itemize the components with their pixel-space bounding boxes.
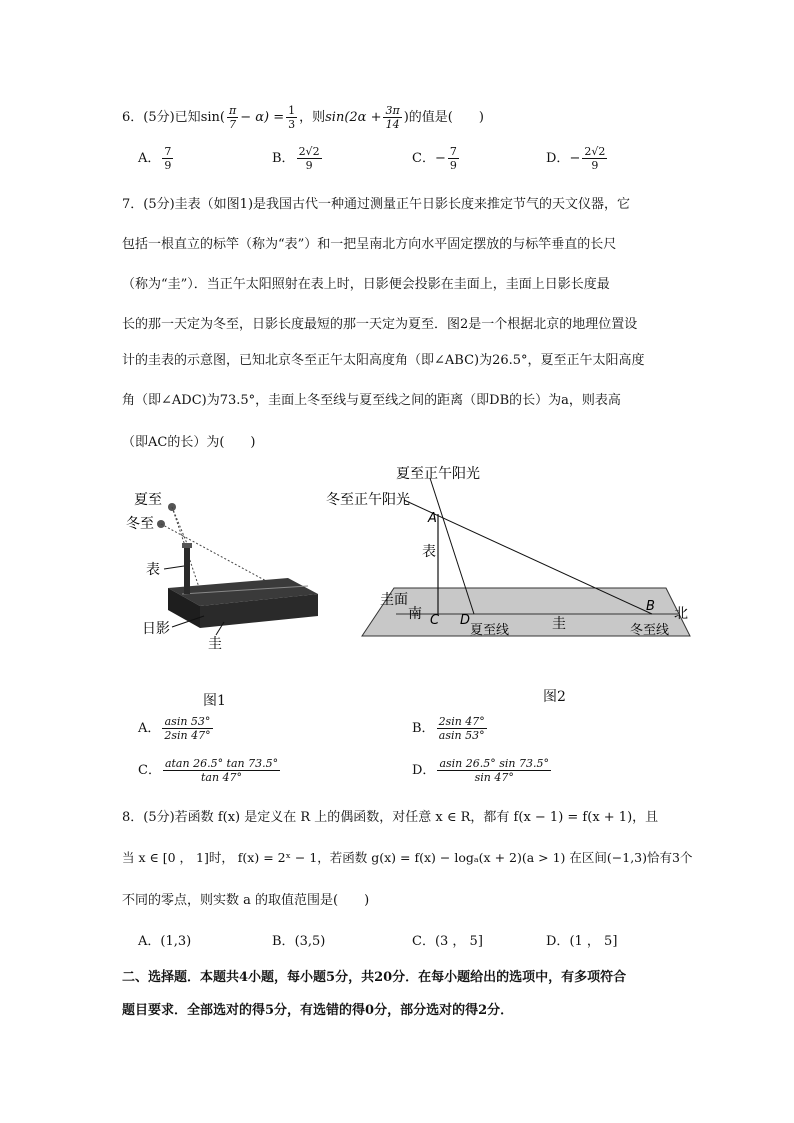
q6-number: 6．(5分)已知: [122, 110, 201, 125]
option-letter: B．: [272, 934, 295, 949]
option-sign: −: [569, 151, 581, 166]
q7-option-b[interactable]: [412, 715, 489, 742]
figure-1-caption: 图1: [203, 693, 226, 709]
q6-ask-fn: sin(2α +: [325, 110, 382, 125]
frac-num: 1: [288, 104, 296, 117]
frac-num: 2sin 47°: [438, 715, 485, 728]
option-frac: [437, 715, 487, 742]
label-gui: 圭: [208, 636, 222, 652]
label-dongzhixian: 冬至线: [630, 623, 670, 638]
frac-den: asin 53°: [438, 729, 485, 742]
q8-option-c[interactable]: [412, 930, 483, 949]
q8-option-a[interactable]: [138, 930, 191, 949]
q7-line-5: 计的圭表的示意图，已知北京冬至正午太阳高度角（即∠ABC)为26.5°，夏至正午太阳高度: [122, 353, 645, 368]
option-letter: C．: [138, 763, 161, 778]
q6-ask-frac: [383, 104, 401, 131]
q6-given-frac: [227, 104, 238, 131]
q6-ask-tail: )的值是( ): [403, 110, 484, 125]
q6-ask-pre: ，则: [299, 110, 326, 125]
frac-num: 2√2: [584, 145, 606, 158]
label-bei: 北: [674, 606, 688, 622]
frac-num: 7: [449, 145, 457, 158]
label-xiazhi-sun: 夏至正午阳光: [396, 466, 480, 482]
label-a: A: [428, 511, 437, 526]
q7-option-a[interactable]: [138, 715, 215, 742]
q7-line-4: 长的那一天定为冬至，日影长度最短的那一天定为夏至．图2是一个根据北京的地理位置设: [122, 317, 638, 332]
option-sign: −: [434, 151, 446, 166]
label-guimian: 圭面: [380, 592, 408, 608]
frac-den: 9: [164, 159, 172, 172]
option-frac: [437, 757, 551, 784]
option-letter: A．: [138, 721, 161, 736]
label-xiazhixian: 夏至线: [470, 623, 510, 638]
frac-num: 2√2: [298, 145, 320, 158]
frac-den: 9: [591, 159, 599, 172]
leader-biao: [164, 566, 184, 569]
frac-den: 2sin 47°: [164, 729, 211, 742]
option-letter: D．: [546, 934, 570, 949]
section-2-line-1: 二、选择题．本题共4小题，每小题5分，共20分．在每小题给出的选项中，有多项符合: [122, 970, 627, 985]
frac-num: 3π: [385, 104, 400, 117]
frac-num: atan 26.5° tan 73.5°: [164, 757, 279, 770]
q7-line-3: （称为“圭”）．当正午太阳照射在表上时，日影便会投影在圭面上，圭面上日影长度最: [122, 277, 610, 292]
option-frac: [582, 145, 607, 172]
q7-line-1: 7．(5分)圭表（如图1)是我国古代一种通过测量正午日影长度来推定节气的天文仪器，它: [122, 197, 631, 212]
q7-option-c[interactable]: [138, 757, 282, 784]
label-dongzhi-sun: 冬至正午阳光: [326, 492, 410, 508]
label-biao: 表: [146, 562, 160, 578]
option-frac: [162, 145, 173, 172]
summer-ray-2: [172, 507, 188, 546]
q8-option-d[interactable]: [546, 930, 617, 949]
q6-stem: [122, 104, 484, 131]
label-nan: 南: [408, 606, 422, 622]
q8-line-2: 当 x ∈ [0 ， 1]时， f(x) = 2ˣ − 1，若函数 g(x) = f(x) − logₐ(x + 2)(a > 1) 在区间(−1,3)恰有3个: [122, 850, 693, 865]
figure-1: [120, 470, 330, 660]
q6-given-tail: − α) =: [240, 110, 285, 125]
frac-den: 3: [288, 118, 296, 131]
q8-option-b[interactable]: [272, 930, 325, 949]
label-c: C: [430, 613, 440, 628]
option-letter: B．: [412, 721, 435, 736]
frac-den: 7: [229, 118, 237, 131]
option-frac: [297, 145, 322, 172]
q6-option-d[interactable]: [546, 145, 609, 172]
q8-line-1: 8．(5分)若函数 f(x) 是定义在 R 上的偶函数，对任意 x ∈ R，都有 f(x − 1) = f(x + 1)，且: [122, 810, 659, 825]
biao-cap: [182, 543, 192, 548]
label-gui: 圭: [552, 616, 566, 632]
frac-num: asin 26.5° sin 73.5°: [439, 757, 549, 770]
frac-num: asin 53°: [162, 715, 212, 729]
option-frac: [162, 715, 212, 742]
label-xiazhi: 夏至: [134, 492, 162, 508]
option-letter: B．: [272, 151, 295, 166]
figure-2-caption: 图2: [543, 689, 566, 705]
q7-line-6: 角（即∠ADC)为73.5°，圭面上冬至线与夏至线之间的距离（即DB的长）为a，则表高: [122, 393, 621, 408]
option-letter: D．: [546, 151, 570, 166]
q7-option-d[interactable]: [412, 757, 553, 784]
option-letter: A．: [138, 151, 161, 166]
option-text: (1,3): [160, 934, 192, 949]
option-text: (1 ， 5]: [569, 934, 618, 949]
option-letter: C．: [412, 151, 435, 166]
frac-num: π: [228, 104, 237, 117]
label-d: D: [460, 613, 471, 628]
frac-den: tan 47°: [201, 771, 243, 784]
label-b: B: [646, 599, 655, 614]
label-dongzhi: 冬至: [126, 516, 154, 532]
q6-given-fn: sin(: [200, 110, 225, 125]
biao-pole: [184, 546, 190, 594]
label-riying: 日影: [142, 621, 170, 637]
q7-line-2: 包括一根直立的标竿（称为“表”）和一把呈南北方向水平固定摆放的与标竿垂直的长尺: [122, 237, 617, 252]
frac-den: sin 47°: [474, 771, 514, 784]
option-frac: [448, 145, 459, 172]
option-letter: C．: [412, 934, 435, 949]
q6-option-c[interactable]: [412, 145, 461, 172]
option-letter: D．: [412, 763, 436, 778]
option-letter: A．: [138, 934, 161, 949]
q7-line-7: （即AC的长）为( ): [122, 435, 256, 450]
frac-den: 14: [385, 118, 400, 131]
q6-given-value: [286, 104, 297, 131]
q6-option-b[interactable]: [272, 145, 324, 172]
q8-line-3: 不同的零点，则实数 a 的取值范围是( ): [122, 893, 370, 908]
frac-den: 9: [305, 159, 313, 172]
frac-den: 9: [449, 159, 457, 172]
label-biao: 表: [422, 544, 436, 560]
option-text: (3,5): [294, 934, 326, 949]
figure-2: [326, 458, 700, 648]
q6-option-a[interactable]: [138, 145, 175, 172]
section-2-line-2: 题目要求．全部选对的得5分，有选错的得0分，部分选对的得2分．: [122, 1003, 514, 1018]
frac-num: 7: [164, 145, 172, 158]
option-text: (3 ， 5]: [434, 934, 483, 949]
option-frac: [163, 757, 280, 784]
